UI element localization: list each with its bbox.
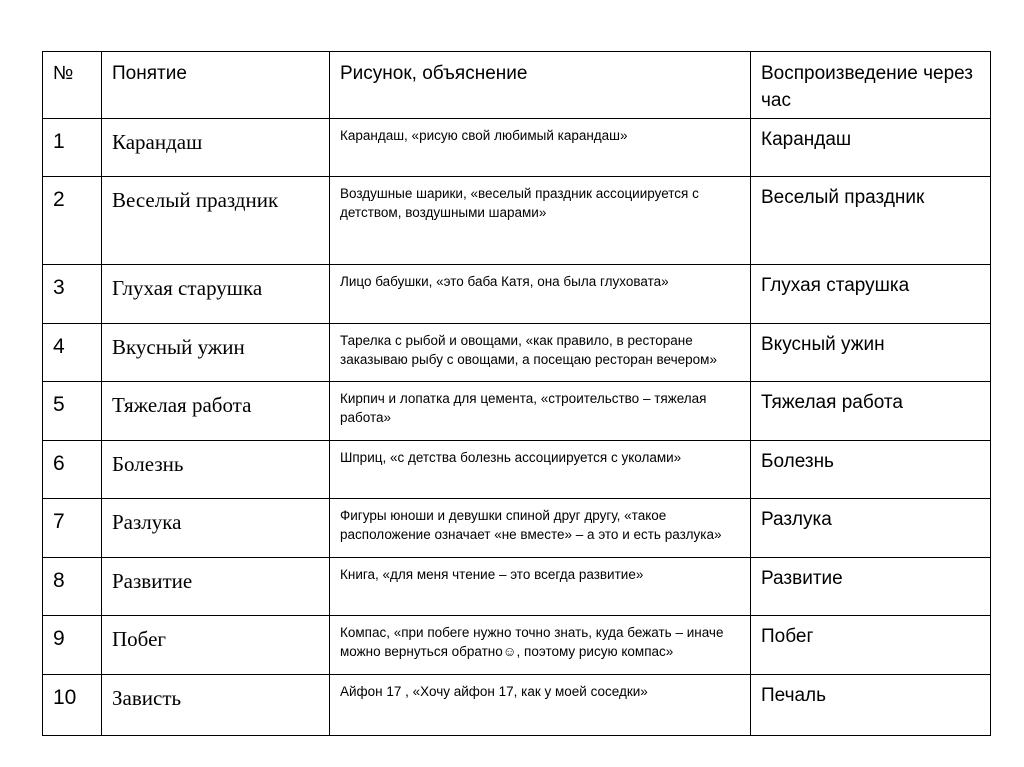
header-explanation: Рисунок, объяснение	[330, 52, 751, 119]
table-header-row	[43, 52, 991, 119]
row-explanation: Фигуры юноши и девушки спиной друг другу, «такое расположение означает «не вместе» – а это и есть разлука»	[330, 499, 751, 558]
row-explanation: Кирпич и лопатка для цемента, «строительство – тяжелая работа»	[330, 382, 751, 441]
row-reproduction: Вкусный ужин	[751, 323, 991, 382]
row-number: 2	[43, 177, 102, 265]
row-concept: Карандаш	[102, 119, 330, 177]
row-explanation: Компас, «при побеге нужно точно знать, куда бежать – иначе можно вернуться обратно☺, поэтому рисую компас»	[330, 616, 751, 675]
table-row	[43, 616, 991, 675]
row-reproduction: Веселый праздник	[751, 177, 991, 265]
table-row	[43, 382, 991, 441]
row-concept: Тяжелая работа	[102, 382, 330, 441]
row-number: 8	[43, 557, 102, 616]
table-row	[43, 119, 991, 177]
table-row	[43, 499, 991, 558]
row-reproduction: Развитие	[751, 557, 991, 616]
memory-table	[42, 51, 991, 736]
row-concept: Глухая старушка	[102, 265, 330, 324]
row-number: 1	[43, 119, 102, 177]
header-reproduction: Воспроизведение через час	[751, 52, 991, 119]
row-explanation: Карандаш, «рисую свой любимый карандаш»	[330, 119, 751, 177]
row-concept: Болезнь	[102, 440, 330, 499]
row-concept: Веселый праздник	[102, 177, 330, 265]
row-concept: Разлука	[102, 499, 330, 558]
row-number: 10	[43, 674, 102, 735]
row-reproduction: Болезнь	[751, 440, 991, 499]
row-explanation: Шприц, «с детства болезнь ассоциируется с уколами»	[330, 440, 751, 499]
table-row	[43, 177, 991, 265]
row-number: 5	[43, 382, 102, 441]
row-number: 4	[43, 323, 102, 382]
row-concept: Вкусный ужин	[102, 323, 330, 382]
row-explanation: Айфон 17 , «Хочу айфон 17, как у моей соседки»	[330, 674, 751, 735]
row-concept: Побег	[102, 616, 330, 675]
header-number: №	[43, 52, 102, 119]
table-row	[43, 323, 991, 382]
row-concept: Зависть	[102, 674, 330, 735]
row-explanation: Воздушные шарики, «веселый праздник ассоциируется с детством, воздушными шарами»	[330, 177, 751, 265]
row-explanation: Тарелка с рыбой и овощами, «как правило, в ресторане заказываю рыбу с овощами, а посещаю ресторан вечером»	[330, 323, 751, 382]
table-row	[43, 674, 991, 735]
row-explanation: Книга, «для меня чтение – это всегда развитие»	[330, 557, 751, 616]
header-concept: Понятие	[102, 52, 330, 119]
row-reproduction: Тяжелая работа	[751, 382, 991, 441]
row-number: 6	[43, 440, 102, 499]
row-reproduction: Карандаш	[751, 119, 991, 177]
row-reproduction: Глухая старушка	[751, 265, 991, 324]
row-explanation: Лицо бабушки, «это баба Катя, она была глуховата»	[330, 265, 751, 324]
row-number: 9	[43, 616, 102, 675]
row-concept: Развитие	[102, 557, 330, 616]
row-reproduction: Разлука	[751, 499, 991, 558]
row-number: 3	[43, 265, 102, 324]
table-row	[43, 557, 991, 616]
table-row	[43, 265, 991, 324]
table-row	[43, 440, 991, 499]
row-reproduction: Печаль	[751, 674, 991, 735]
row-reproduction: Побег	[751, 616, 991, 675]
row-number: 7	[43, 499, 102, 558]
